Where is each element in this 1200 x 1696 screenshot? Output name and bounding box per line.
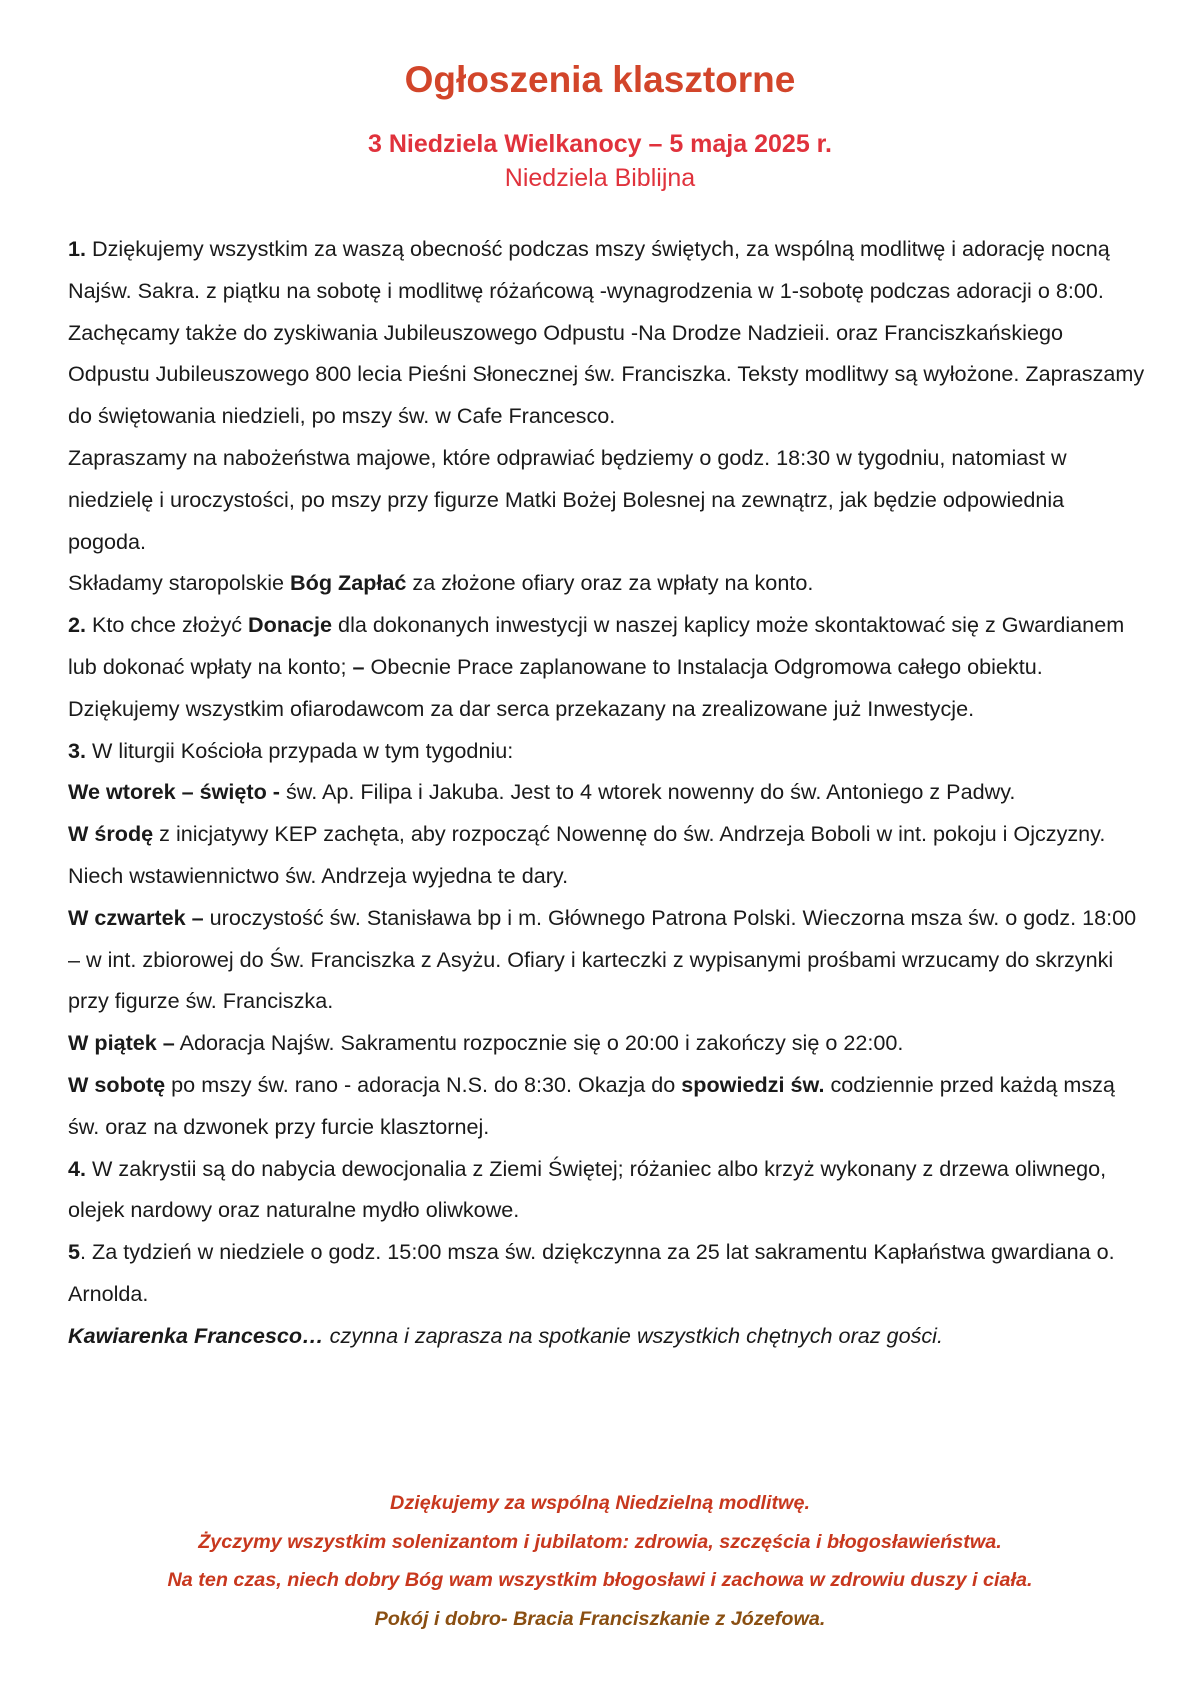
tuesday-item xyxy=(68,771,1148,813)
announcement-1 xyxy=(68,228,1148,437)
closing-line-3: Na ten czas, niech dobry Bóg wam wszystkim błogosławi i zachowa w zdrowiu duszy i ciała. xyxy=(167,1569,1033,1591)
friday-item xyxy=(68,1022,1148,1064)
announcement-number: 1. xyxy=(68,236,87,261)
announcement-text: W zakrystii są do nabycia dewocjonalia z Ziemi Świętej; różaniec albo krzyż wykonany z drzewa oliwnego, olejek nardowy oraz naturalne mydło oliwkowe. xyxy=(68,1155,1107,1223)
announcement-text: W liturgii Kościoła przypada w tym tygodniu: xyxy=(86,737,514,763)
date-line: 3 Niedziela Wielkanocy – 5 maja 2025 r. xyxy=(368,130,832,158)
cafe-text: czynna i zaprasza na spotkanie wszystkich chętnych oraz gości. xyxy=(323,1322,943,1348)
cafe-label: Kawiarenka Francesco… xyxy=(68,1322,324,1348)
announcement-number: 2. xyxy=(68,612,87,638)
announcement-text: . Za tydzień w niedziele o godz. 15:00 msza św. dziękczynna za 25 lat sakramentu Kapłaństwa gwardiana o. Arnolda. xyxy=(68,1239,1115,1306)
announcement-number: 5 xyxy=(68,1239,81,1265)
announcement-number: 3. xyxy=(68,737,87,763)
day-text: Adoracja Najśw. Sakramentu rozpocznie się o 20:00 i zakończy się o 22:00. xyxy=(174,1030,904,1056)
day-label: W czwartek – xyxy=(68,904,204,930)
day-label: W środę xyxy=(68,821,154,847)
announcement-3 xyxy=(68,730,1148,772)
cafe-item xyxy=(68,1315,1148,1357)
closing-block xyxy=(0,1484,1200,1638)
saturday-item xyxy=(68,1064,1148,1148)
closing-line-1: Dziękujemy za wspólną Niedzielną modlitwę. xyxy=(390,1492,810,1514)
announcements-body xyxy=(68,228,1148,1357)
announcement-text: Kto chce złożyć xyxy=(86,612,249,638)
donations-bold: Donacje xyxy=(248,612,333,638)
thanks-text-end: za złożone ofiary oraz za wpłaty na konto. xyxy=(406,570,814,596)
day-label: W sobotę xyxy=(68,1071,166,1097)
day-label: W piątek – xyxy=(68,1030,175,1056)
announcement-4 xyxy=(68,1148,1148,1232)
day-text: codziennie przed każdą mszą św. oraz na dzwonek przy furcie klasztornej. xyxy=(68,1071,1115,1139)
thursday-item xyxy=(68,897,1148,1022)
signature-line: Pokój i dobro- Bracia Franciszkanie z Józefowa. xyxy=(374,1607,826,1630)
thanks-paragraph xyxy=(68,562,1148,604)
wednesday-item xyxy=(68,813,1148,897)
page-title: Ogłoszenia klasztorne xyxy=(404,59,796,100)
thanks-text: Składamy staropolskie xyxy=(68,570,291,596)
announcement-text: Obecnie Prace zaplanowane to Instalacja Odgromowa całego obiektu. Dziękujemy wszystkim ofiarodawcom za dar serca przekazany na zrealizowane już Inwestycje. xyxy=(68,653,1043,721)
confession-bold: spowiedzi św. xyxy=(681,1071,825,1097)
day-text: uroczystość św. Stanisława bp i m. Głównego Patrona Polski. Wieczorna msza św. o godz. 18:00 – w int. zbiorowej do Św. Franciszka z Asyżu. Ofiary i karteczki z wypisanymi prośbami wrzucamy do skrzynki przy figurze św. Franciszka. xyxy=(68,904,1137,1014)
thanks-bold: Bóg Zapłać xyxy=(290,570,407,596)
announcement-5 xyxy=(68,1231,1148,1315)
day-text: z inicjatywy KEP zachęta, aby rozpocząć Nowennę do św. Andrzeja Boboli w int. pokoju i Ojczyzny. Niech wstawiennictwo św. Andrzeja wyjedna te dary. xyxy=(68,821,1106,888)
may-services-paragraph: Zapraszamy na nabożeństwa majowe, które odprawiać będziemy o godz. 18:30 w tygodniu, natomiast w niedzielę i uroczystości, po mszy przy figurze Matki Bożej Bolesnej na zewnątrz, jak będzie odpowiednia pogoda. xyxy=(68,444,1067,554)
announcement-2 xyxy=(68,604,1148,729)
day-text: po mszy św. rano - adoracja N.S. do 8:30. Okazja do xyxy=(165,1071,682,1097)
announcement-text: dla dokonanych inwestycji w naszej kaplicy może skontaktować się z Gwardianem lub dokonać wpłaty na konto; xyxy=(68,612,1125,679)
announcement-text: Dziękujemy wszystkim za waszą obecność podczas mszy świętych, za wspólną modlitwę i adorację nocną Najśw. Sakra. z piątku na sobotę i modlitwę różańcową -wynagrodzenia w 1-sobotę podczas adoracji o 8:00. Zachęcamy także do zyskiwania Jubileuszowego Odpustu -Na Drodze Nadzieii. oraz Franciszkańskiego Odpustu Jubileuszowego 800 lecia Pieśni Słonecznej św. Franciszka. Teksty modlitwy są wyłożone. Zapraszamy do świętowania niedzieli, po mszy św. w Cafe Francesco. xyxy=(68,236,1145,429)
announcement-number: 4. xyxy=(68,1155,87,1181)
day-label: We wtorek – święto - xyxy=(68,779,280,805)
dash: – xyxy=(352,653,365,679)
closing-line-2: Życzymy wszystkim solenizantom i jubilatom: zdrowia, szczęścia i błogosławieństwa. xyxy=(198,1530,1002,1553)
day-text: św. Ap. Filipa i Jakuba. Jest to 4 wtorek nowenny do św. Antoniego z Padwy. xyxy=(280,779,1016,805)
occasion-line: Niedziela Biblijna xyxy=(504,164,696,192)
